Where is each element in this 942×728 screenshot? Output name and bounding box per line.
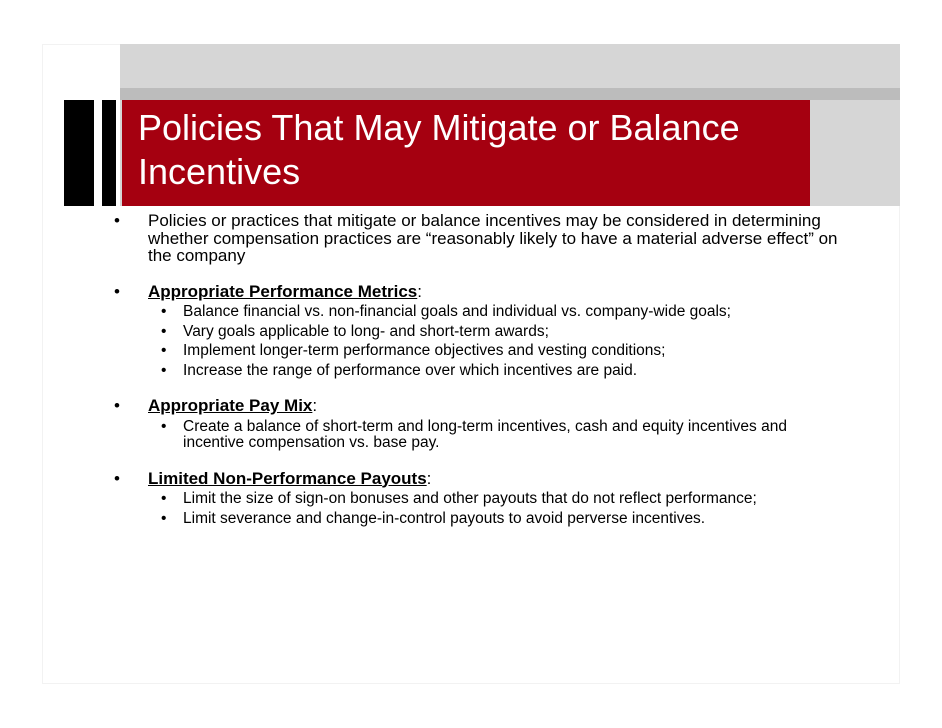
header-gray-stripe [120,88,900,100]
bullet-icon: • [114,468,120,488]
heading-colon: : [312,396,318,415]
pay-mix-list [108,419,848,452]
bullet-icon: • [161,509,167,527]
section-heading: Appropriate Performance Metrics [148,281,418,301]
section-performance-metrics [108,283,848,301]
heading-colon: : [426,468,432,488]
non-performance-payouts-list [108,491,848,527]
bullet-icon: • [114,281,120,301]
list-item: • Limit the size of sign-on bonuses and other payouts that do not reflect performance; [161,490,757,507]
bullet-icon: • [161,417,167,435]
bullet-icon: • [161,303,167,320]
intro-paragraph [108,212,848,265]
intro-text: Policies or practices that mitigate or balance incentives may be considered in determining whether compensation practices are “reasonably likely to have a material adverse effect” on the company [148,211,838,265]
title-banner [122,100,810,206]
decorative-black-bar-right [102,100,116,206]
bullet-icon: • [114,211,120,230]
bullet-icon: • [161,342,167,359]
section-pay-mix [108,397,848,415]
bullet-icon: • [161,361,167,379]
decorative-black-bar-left [64,100,94,206]
section-non-performance-payouts [108,470,848,488]
list-item: • Vary goals applicable to long- and short-term awards; [161,322,549,340]
bullet-icon: • [161,490,167,507]
list-item: • Implement longer-term performance objectives and vesting conditions; [161,342,666,359]
bullet-icon: • [114,396,120,415]
list-item: • Create a balance of short-term and long-term incentives, cash and equity incentives and incentive compensation vs. base pay. [161,417,787,451]
bullet-icon: • [161,322,167,340]
slide-body [108,212,848,530]
section-heading: Limited Non-Performance Payouts [148,468,427,488]
heading-colon: : [417,281,422,301]
section-heading: Appropriate Pay Mix [148,396,313,415]
list-item: • Limit severance and change-in-control payouts to avoid perverse incentives. [161,509,706,527]
list-item: • Balance financial vs. non-financial goals and individual vs. company-wide goals; [161,303,731,320]
list-item: • Increase the range of performance over which incentives are paid. [161,361,638,379]
performance-metrics-list [108,304,848,379]
slide-title: Policies That May Mitigate or Balance Incentives [138,107,740,192]
